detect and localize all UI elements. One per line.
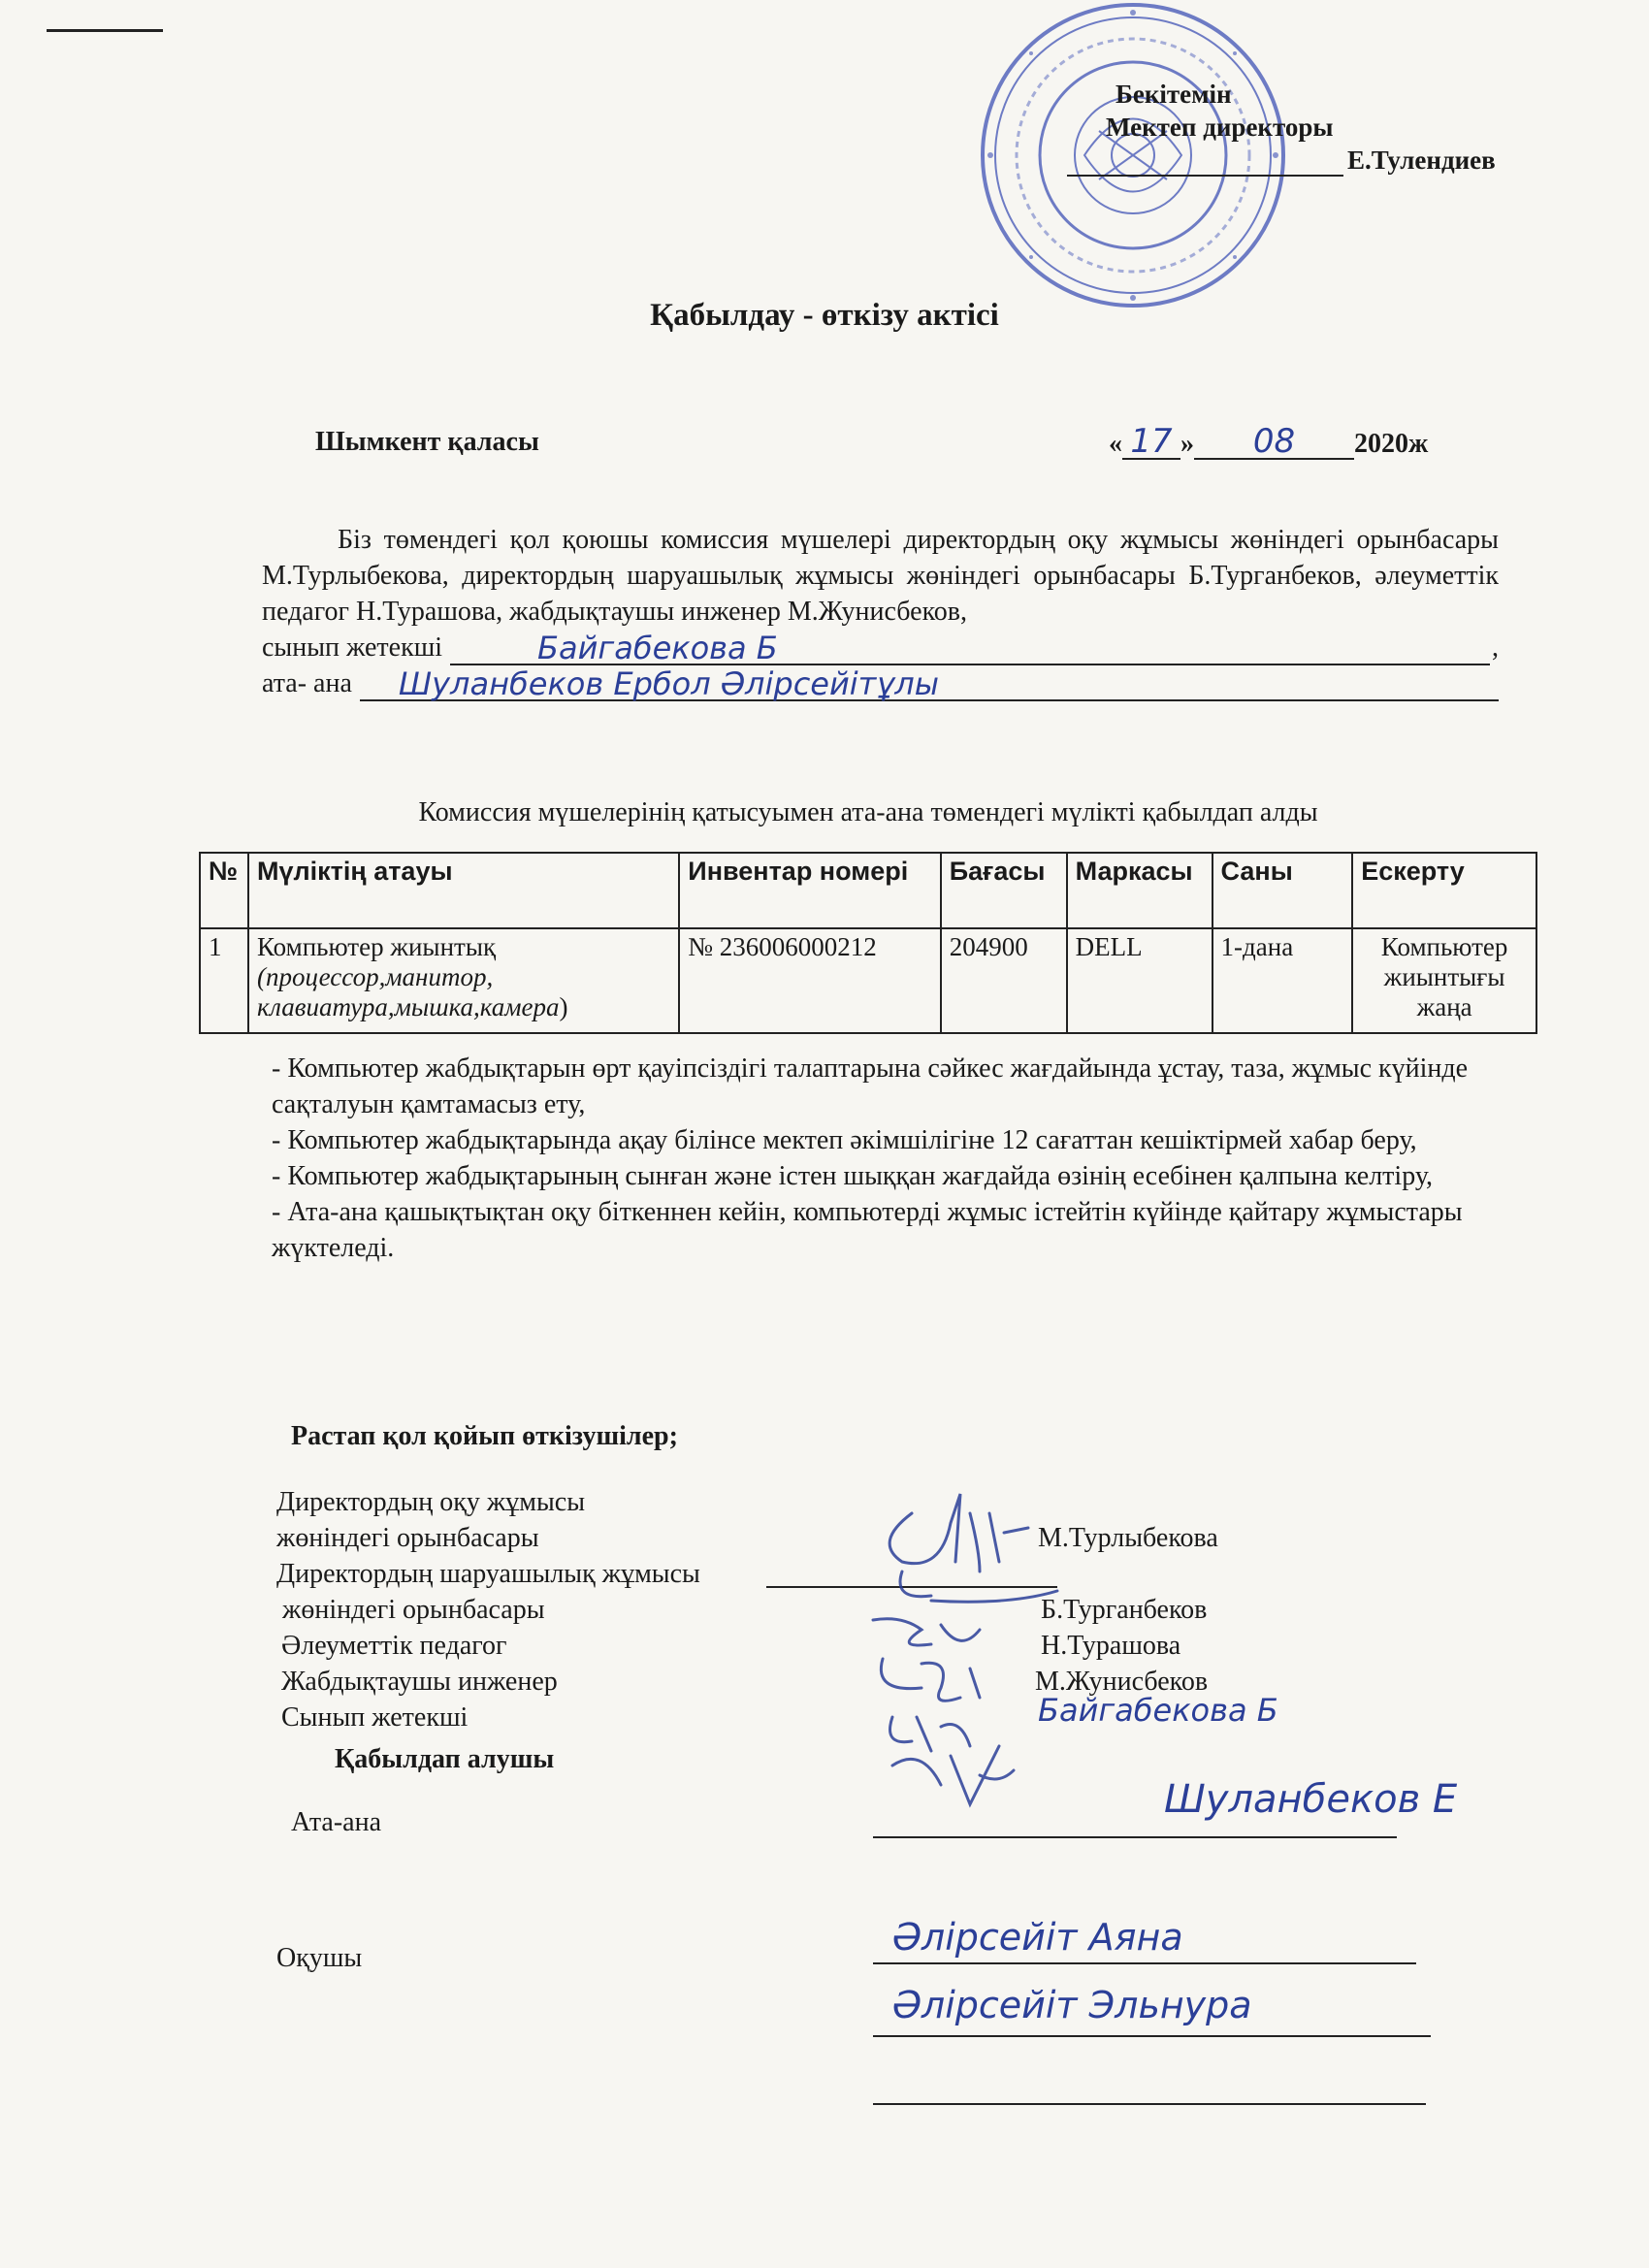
obligation-item: - Компьютер жабдықтарында ақау білінсе мектеп әкімшілігіне 12 сағаттан кешіктірмей хабар беру, <box>272 1125 1417 1155</box>
col-price: Бағасы <box>941 853 1067 928</box>
property-name-main: Компьютер жиынтық <box>256 932 497 961</box>
signer-role-line: жөніндегі орынбасары <box>276 1523 539 1553</box>
date-year: 2020ж <box>1354 429 1429 459</box>
director-sign-blank <box>1067 149 1343 177</box>
city-name: Шымкент қаласы <box>315 427 539 457</box>
intro-text: Біз төмендегі қол қоюшы комиссия мүшелері директордың оқу жұмысы жөніндегі орынбасары М.Турлыбекова, директордың шаруашылық жұмысы жөніндегі орынбасары Б.Турганбеков, әлеуметтік педагог Н.Турашова, жабдықтаушы инженер М.Жунисбеков, <box>262 525 1499 627</box>
approval-line1: Бекітемін <box>1116 80 1232 109</box>
signer-name-turganbekov: Б.Турганбеков <box>1041 1595 1208 1625</box>
signers-heading: Растап қол қойып өткізушілер; <box>291 1421 678 1451</box>
student-role: Оқушы <box>276 1943 363 1973</box>
signer-name-turashova: Н.Турашова <box>1041 1631 1181 1661</box>
signer-role-class-teacher: Сынып жетекші <box>281 1702 469 1733</box>
inventory-table <box>199 852 1537 1034</box>
cell-count: 1-дана <box>1212 928 1353 1033</box>
commission-text: Комиссия мүшелерінің қатысуымен ата-ана төмендегі мүлікті қабылдап алды <box>418 797 1318 827</box>
document-date <box>1109 422 1429 461</box>
date-day: 17 <box>1122 427 1180 460</box>
obligations-list <box>272 1051 1513 1266</box>
parent-signature-handwritten: Шуланбеков Е <box>1164 1777 1458 1822</box>
director-signature-line <box>1067 144 1496 177</box>
col-note: Ескерту <box>1352 853 1536 928</box>
class-teacher-handwritten: Байгабекова Б <box>450 632 1490 665</box>
parent-label: ата- ана <box>262 668 352 698</box>
cell-property-name <box>248 928 679 1033</box>
cell-note: Компьютер жиынтығы жаңа <box>1352 928 1536 1033</box>
obligation-item: - Компьютер жабдықтарын өрт қауіпсіздігі талаптарына сәйкес жағдайында ұстау, таза, жұмыс күйінде сақталуын қамтамасыз ету, <box>272 1053 1469 1119</box>
col-brand: Маркасы <box>1067 853 1212 928</box>
student-sign-line <box>873 2035 1431 2037</box>
parent-sign-line <box>873 1836 1397 1838</box>
col-property-name: Мүліктің атауы <box>248 853 679 928</box>
obligation-item: - Компьютер жабдықтарының сынған және істен шыққан жағдайда өзінің есебінен қалпына келтіру, <box>272 1161 1434 1191</box>
parent-row <box>262 665 1499 701</box>
cell-price: 204900 <box>941 928 1067 1033</box>
signer-name-class-teacher-handwritten: Байгабекова Б <box>1038 1692 1278 1729</box>
cell-number: 1 <box>200 928 248 1033</box>
signer-name-turlybekova: М.Турлыбекова <box>1038 1523 1218 1553</box>
approval-line2: Мектеп директоры <box>1106 113 1334 142</box>
table-header-row <box>200 853 1536 928</box>
receivers-heading: Қабылдап алушы <box>335 1744 555 1774</box>
property-name-close: ) <box>559 992 568 1021</box>
date-close-quote: » <box>1180 429 1194 459</box>
property-name-detail: (процессор,манитор, клавиатура,мышка,камера <box>256 962 560 1021</box>
intro-paragraph <box>262 522 1499 701</box>
date-month: 08 <box>1194 427 1354 460</box>
cell-brand: DELL <box>1067 928 1212 1033</box>
col-number: № <box>200 853 248 928</box>
signer-role-line: жөніндегі орынбасары <box>282 1595 545 1625</box>
parent-role: Ата-ана <box>291 1807 381 1837</box>
signature-scribbles <box>834 1455 1086 1833</box>
signer-role-line: Директордың оқу жұмысы <box>276 1487 586 1517</box>
top-edge-line <box>47 29 163 32</box>
signer-name-zhunisbekov: М.Жунисбеков <box>1035 1667 1209 1697</box>
director-name: Е.Тулендиев <box>1347 146 1496 175</box>
approval-block <box>1106 78 1496 177</box>
student-signature-handwritten: Әлірсейіт Аяна <box>892 1916 1183 1959</box>
table-row <box>200 928 1536 1033</box>
date-open-quote: « <box>1109 429 1122 459</box>
class-teacher-label: сынып жетекші <box>262 632 443 663</box>
signer-role-engineer: Жабдықтаушы инженер <box>281 1667 558 1697</box>
student-sign-line <box>873 1962 1416 1964</box>
student-sign-line <box>873 2103 1426 2105</box>
student-signature-handwritten: Әлірсейіт Эльнура <box>892 1984 1252 2026</box>
signer-role-line: Директордың шаруашылық жұмысы <box>276 1559 700 1589</box>
signer-role-deputy-academic <box>276 1484 585 1556</box>
col-count: Саны <box>1212 853 1353 928</box>
document-title: Қабылдау - өткізу актісі <box>650 298 999 333</box>
col-inventory-number: Инвентар номері <box>679 853 940 928</box>
class-teacher-row: сынып жетекші Байгабекова Б , <box>262 630 1499 666</box>
signer-role-deputy-household <box>276 1556 700 1628</box>
signer-role-social-pedagogue: Әлеуметтік педагог <box>281 1631 507 1661</box>
parent-handwritten: Шуланбеков Ербол Әлірсейітұлы <box>360 668 1499 701</box>
obligation-item: - Ата-ана қашықтықтан оқу біткеннен кейін, компьютерді жұмыс істейтін күйінде қайтару жұмыстары жүктеледі. <box>272 1197 1463 1263</box>
cell-inventory-number: № 236006000212 <box>679 928 940 1033</box>
